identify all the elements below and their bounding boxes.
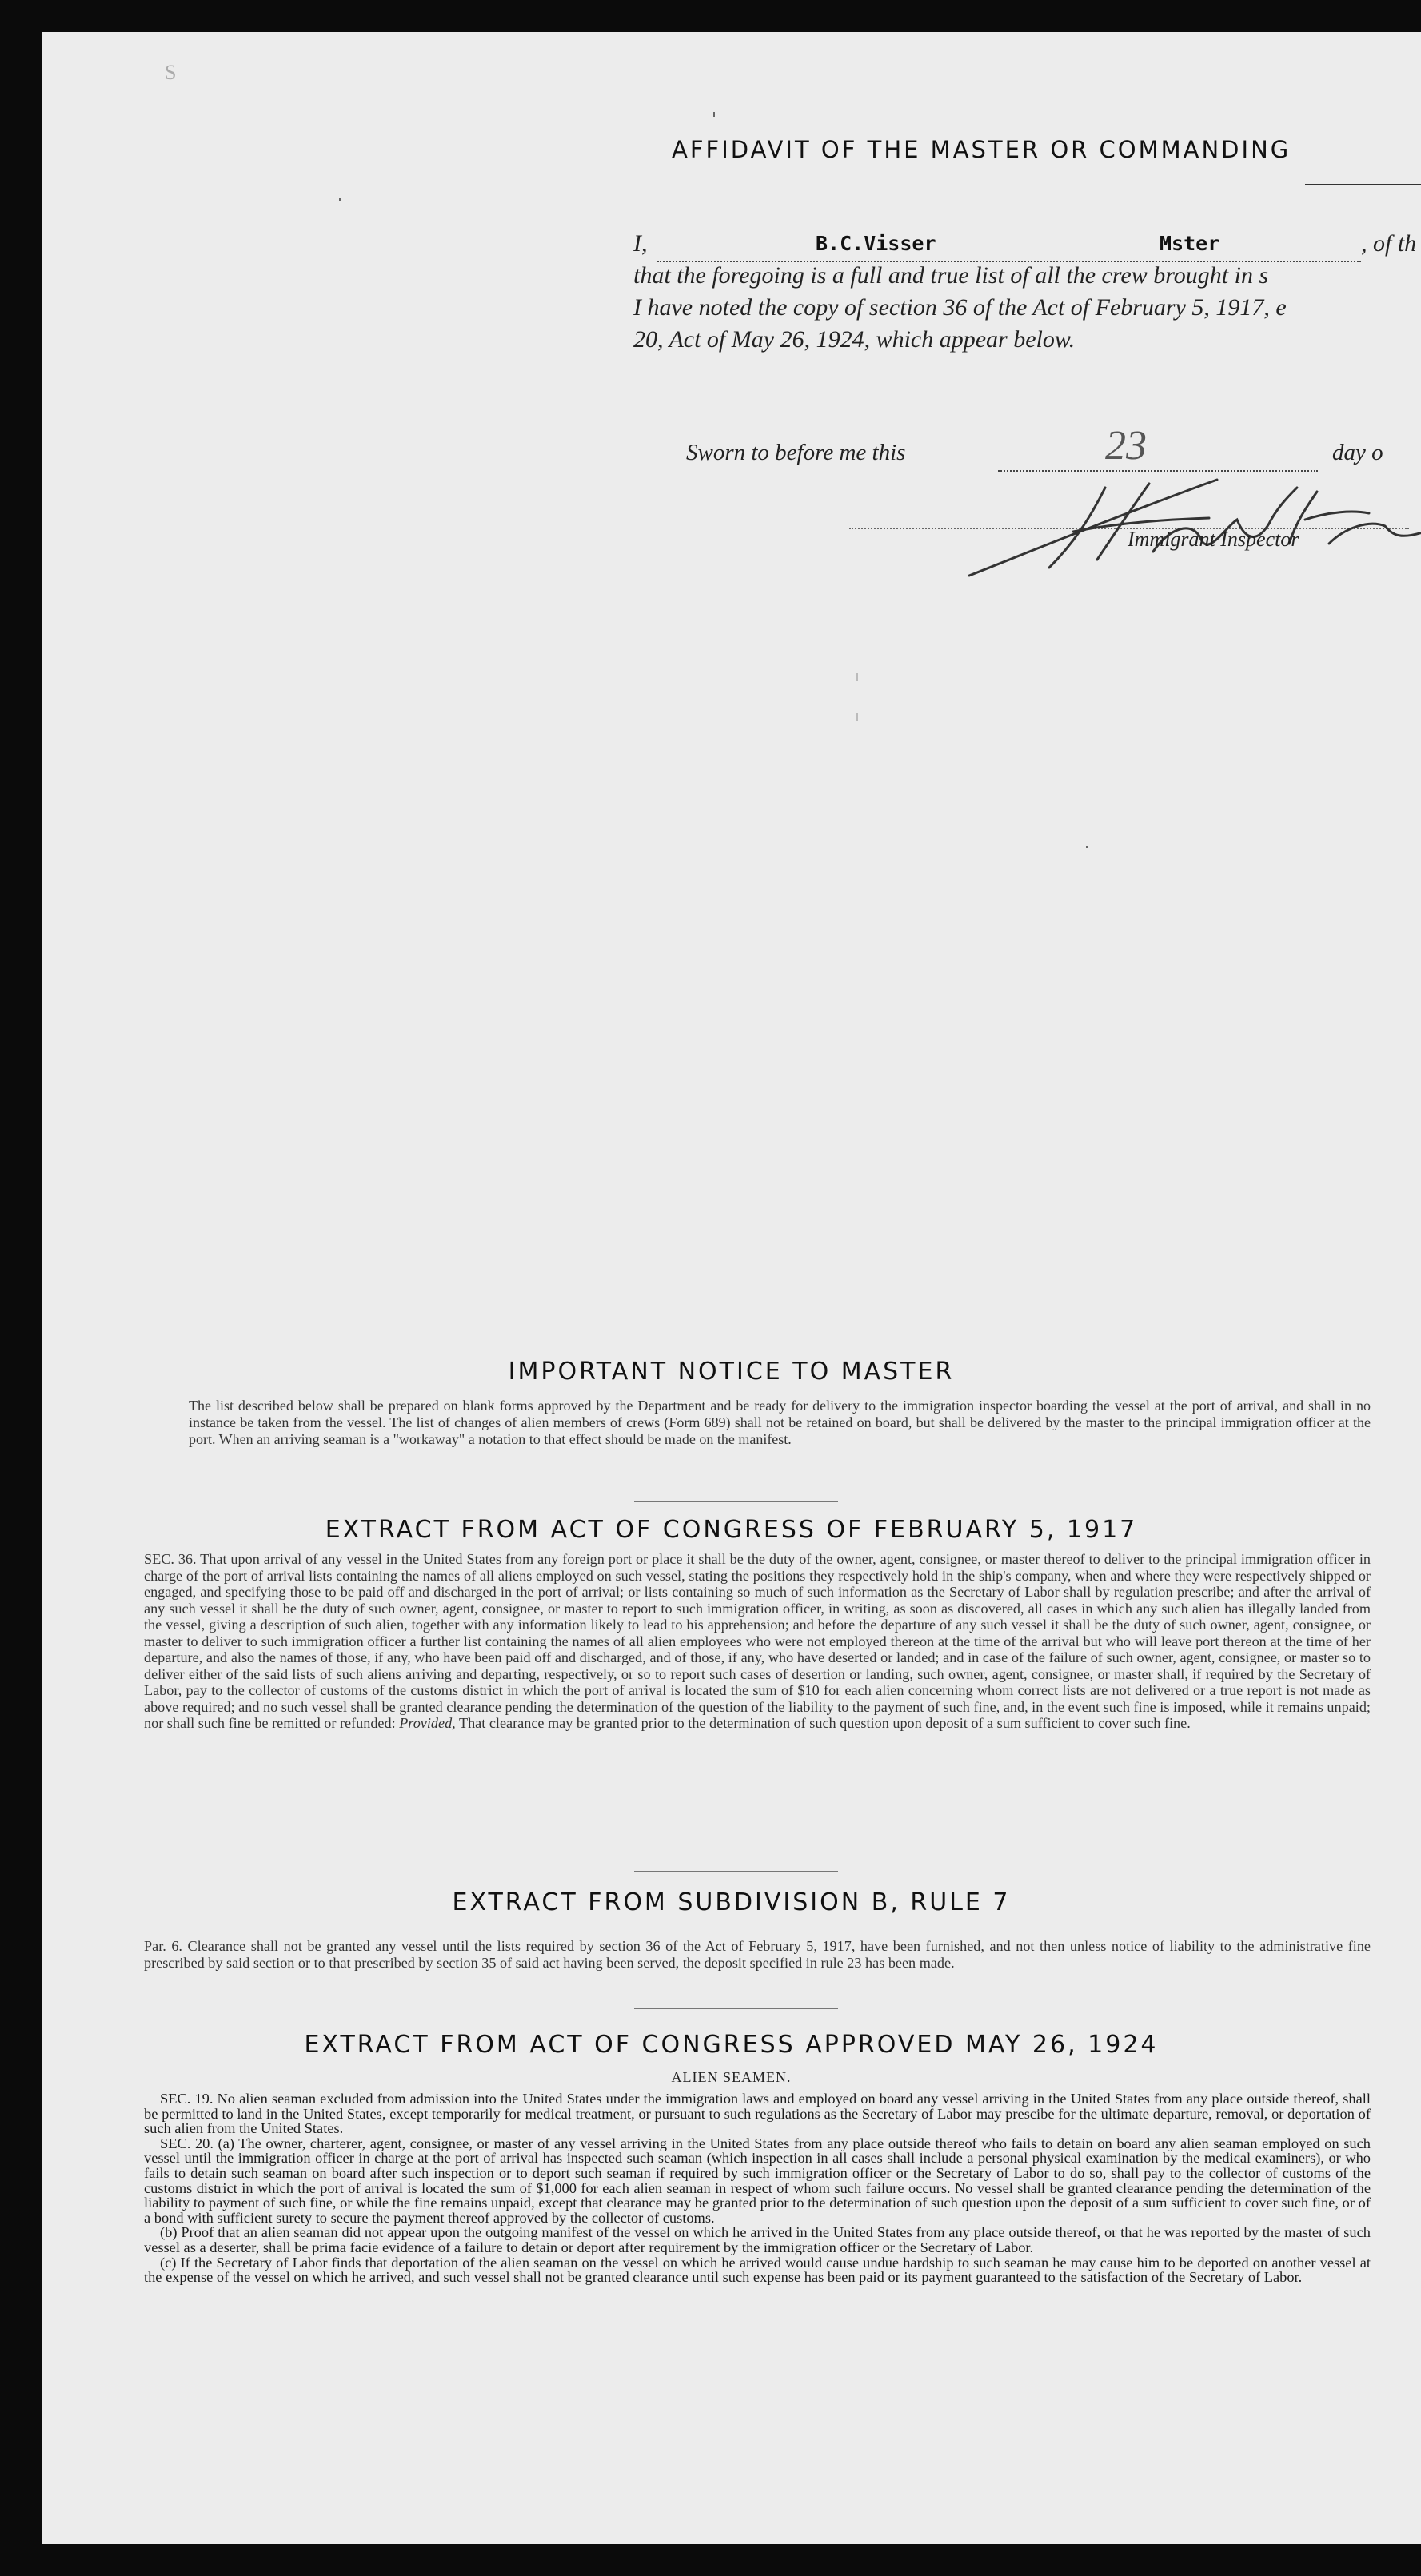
inspector-label: Immigrant Inspector [1128,528,1299,551]
rule-7-text: Par. 6. Clearance shall not be granted any vessel until the lists required by section 36 of the Act of February 5, 1917, have been furnished, and not then unless notice of liability to the administrative fine prescribed by said section or to that prescribed by section 35 of said act having been served, the deposit specified in rule 23 has been made. [144,1938,1371,1971]
divider [634,2008,838,2009]
affidavit-heading: AFFIDAVIT OF THE MASTER OR COMMANDING [672,136,1291,163]
sec20a-text: SEC. 20. (a) The owner, charterer, agent, consignee, or master of any vessel arriving in the United States from any place outside thereof who fails to detain on board any alien seaman employed on such vessel until the immigration officer in charge at the port of arrival has inspected such seaman (which inspection in all cases shall include a personal physical examination by the medical examiners), or who fails to detain such seaman on board after such inspection or to deport such seaman if required by such immigration officer or the Secretary of Labor to do so, shall pay to the collector of customs of the customs district in which the port of arrival is located the sum of $1,000 for each alien seaman in respect of whom such failure occurs. No vessel shall be granted clearance pending the determination of the liability to payment of such fine, or while the fine remains unpaid, except that clearance may be granted prior to the determination of such question upon the deposit of a sum sufficient to cover such fine, or of a bond with sufficient surety to secure the payment thereof approved by the collector of customs. [144,2135,1371,2226]
stray-mark [339,198,341,201]
alien-seamen-subheading: ALIEN SEAMEN. [671,2069,792,2085]
proviso-word: Provided, [399,1715,456,1731]
heading-rule [1305,184,1421,185]
affidavit-line-4: 20, Act of May 26, 1924, which appear below. [633,326,1076,353]
divider [634,1501,838,1502]
affidavit-prefix: I, [633,230,648,257]
sec20c-text: (c) If the Secretary of Labor finds that deportation of the alien seaman on the vessel on which he arrived would cause undue hardship to such seaman he may cause him to be deported on another vessel at the expense of the vessel on which he arrived, and such vessel shall not be granted clearance until such expense has been paid or its payment guaranteed to the satisfaction of the Secretary of Labor. [144,2254,1371,2286]
affidavit-suffix: , of th [1361,230,1417,257]
stray-mark [856,673,858,681]
affidavit-line-3: I have noted the copy of section 36 of the Act of February 5, 1917, e [633,294,1287,321]
sec20b-text: (b) Proof that an alien seaman did not appear upon the outgoing manifest of the vessel on which he arrived in the United States from any place outside thereof, or that he was reported by the master of such vessel as a deserter, shall be prima facie evidence of a failure to detain or deport after requirement by the immigration officer or the Secretary of Labor. [144,2224,1371,2255]
act-1917-heading: EXTRACT FROM ACT OF CONGRESS OF FEBRUARY 5, 1917 [325,1516,1138,1544]
stray-mark [1086,846,1088,848]
act-1917-text [144,1551,1371,1732]
sworn-day-handwritten: 23 [1105,423,1147,469]
corner-mark: S [165,61,177,84]
inspector-signature-icon [953,464,1421,584]
act-1924-heading: EXTRACT FROM ACT OF CONGRESS APPROVED MAY 26, 1924 [304,2031,1159,2059]
notice-heading: IMPORTANT NOTICE TO MASTER [508,1358,955,1386]
day-label: day o [1332,440,1383,465]
stray-mark [856,713,858,721]
sworn-label: Sworn to before me this [686,440,906,465]
sec36-text: SEC. 36. That upon arrival of any vessel in the United States from any foreign port or place it shall be the duty of the owner, agent, consignee, or master thereof to deliver to the principal immigration officer in charge of the port of arrival lists containing the names of all aliens employed on such vessel, stating the positions they respectively hold in the ship's company, when and where they were respectively shipped or engaged, and specifying those to be paid off and discharged in the port of arrival; or lists containing so much of such information as the Secretary of Labor shall by regulation prescribe; and after the arrival of any such vessel it shall be the duty of such owner, agent, consignee, or master to report to such immigration officer, in writing, as soon as discovered, all cases in which any such alien has illegally landed from the vessel, giving a description of such alien, together with any information likely to lead to his apprehension; and before the departure of any such vessel it shall be the duty of such owner, agent, consignee, or master to deliver to such immigration officer a further list containing the names of all alien employees who were not employed thereon at the time of the arrival but who will leave port thereon at the time of her departure, and also the names of those, if any, who have been paid off and discharged, and of those, if any, who have deserted or landed; and in case of the failure of such owner, agent, consignee, or master so to deliver either of the said lists of such aliens arriving and departing, respectively, or so to report such cases of desertion or landing, such owner, agent, consignee, or master shall, if required by the Secretary of Labor, pay to the collector of customs of the customs district in which the port of arrival is located the sum of $10 for each alien concerning whom correct lists are not delivered or a true report is not made as above required; and no such vessel shall be granted clearance pending the determination of the question of the liability to the payment of such fine, and, in the event such fine is imposed, while it remains unpaid; nor shall such fine be remitted or refunded: [144,1551,1371,1731]
rule-7-heading: EXTRACT FROM SUBDIVISION B, RULE 7 [452,1888,1011,1916]
notice-text: The list described below shall be prepared on blank forms approved by the Department and be ready for delivery to the immigration inspector boarding the vessel at the port of arrival, and shall in no instance be taken from the vessel. The list of changes of alien members of crews (Form 689) shall not be retained on board, but shall be delivered by the master to the principal immigration officer at the port. When an arriving seaman is a "workaway" a notation to that effect should be made on the manifest. [189,1398,1371,1447]
sec36-tail: That clearance may be granted prior to the determination of such question upon deposit of a sum sufficient to cover such fine. [458,1715,1191,1731]
affidavit-line-2: that the foregoing is a full and true list of all the crew brought in s [633,262,1269,289]
master-name: B.C.Visser [816,232,936,255]
sec19-text: SEC. 19. No alien seaman excluded from admission into the United States under the immigration laws and employed on board any vessel arriving in the United States from any place outside thereof, shall be permitted to land in the United States, except temporarily for medical treatment, or pursuant to such regulations as the Secretary of Labor may prescibe for the ultimate departure, removal, or deportation of such alien from the United States. [144,2091,1371,2137]
stray-mark [713,112,715,117]
divider [634,1871,838,1872]
master-title: Mster [1160,232,1220,255]
document-page [42,32,1421,2544]
act-1924-body [144,2092,1371,2285]
